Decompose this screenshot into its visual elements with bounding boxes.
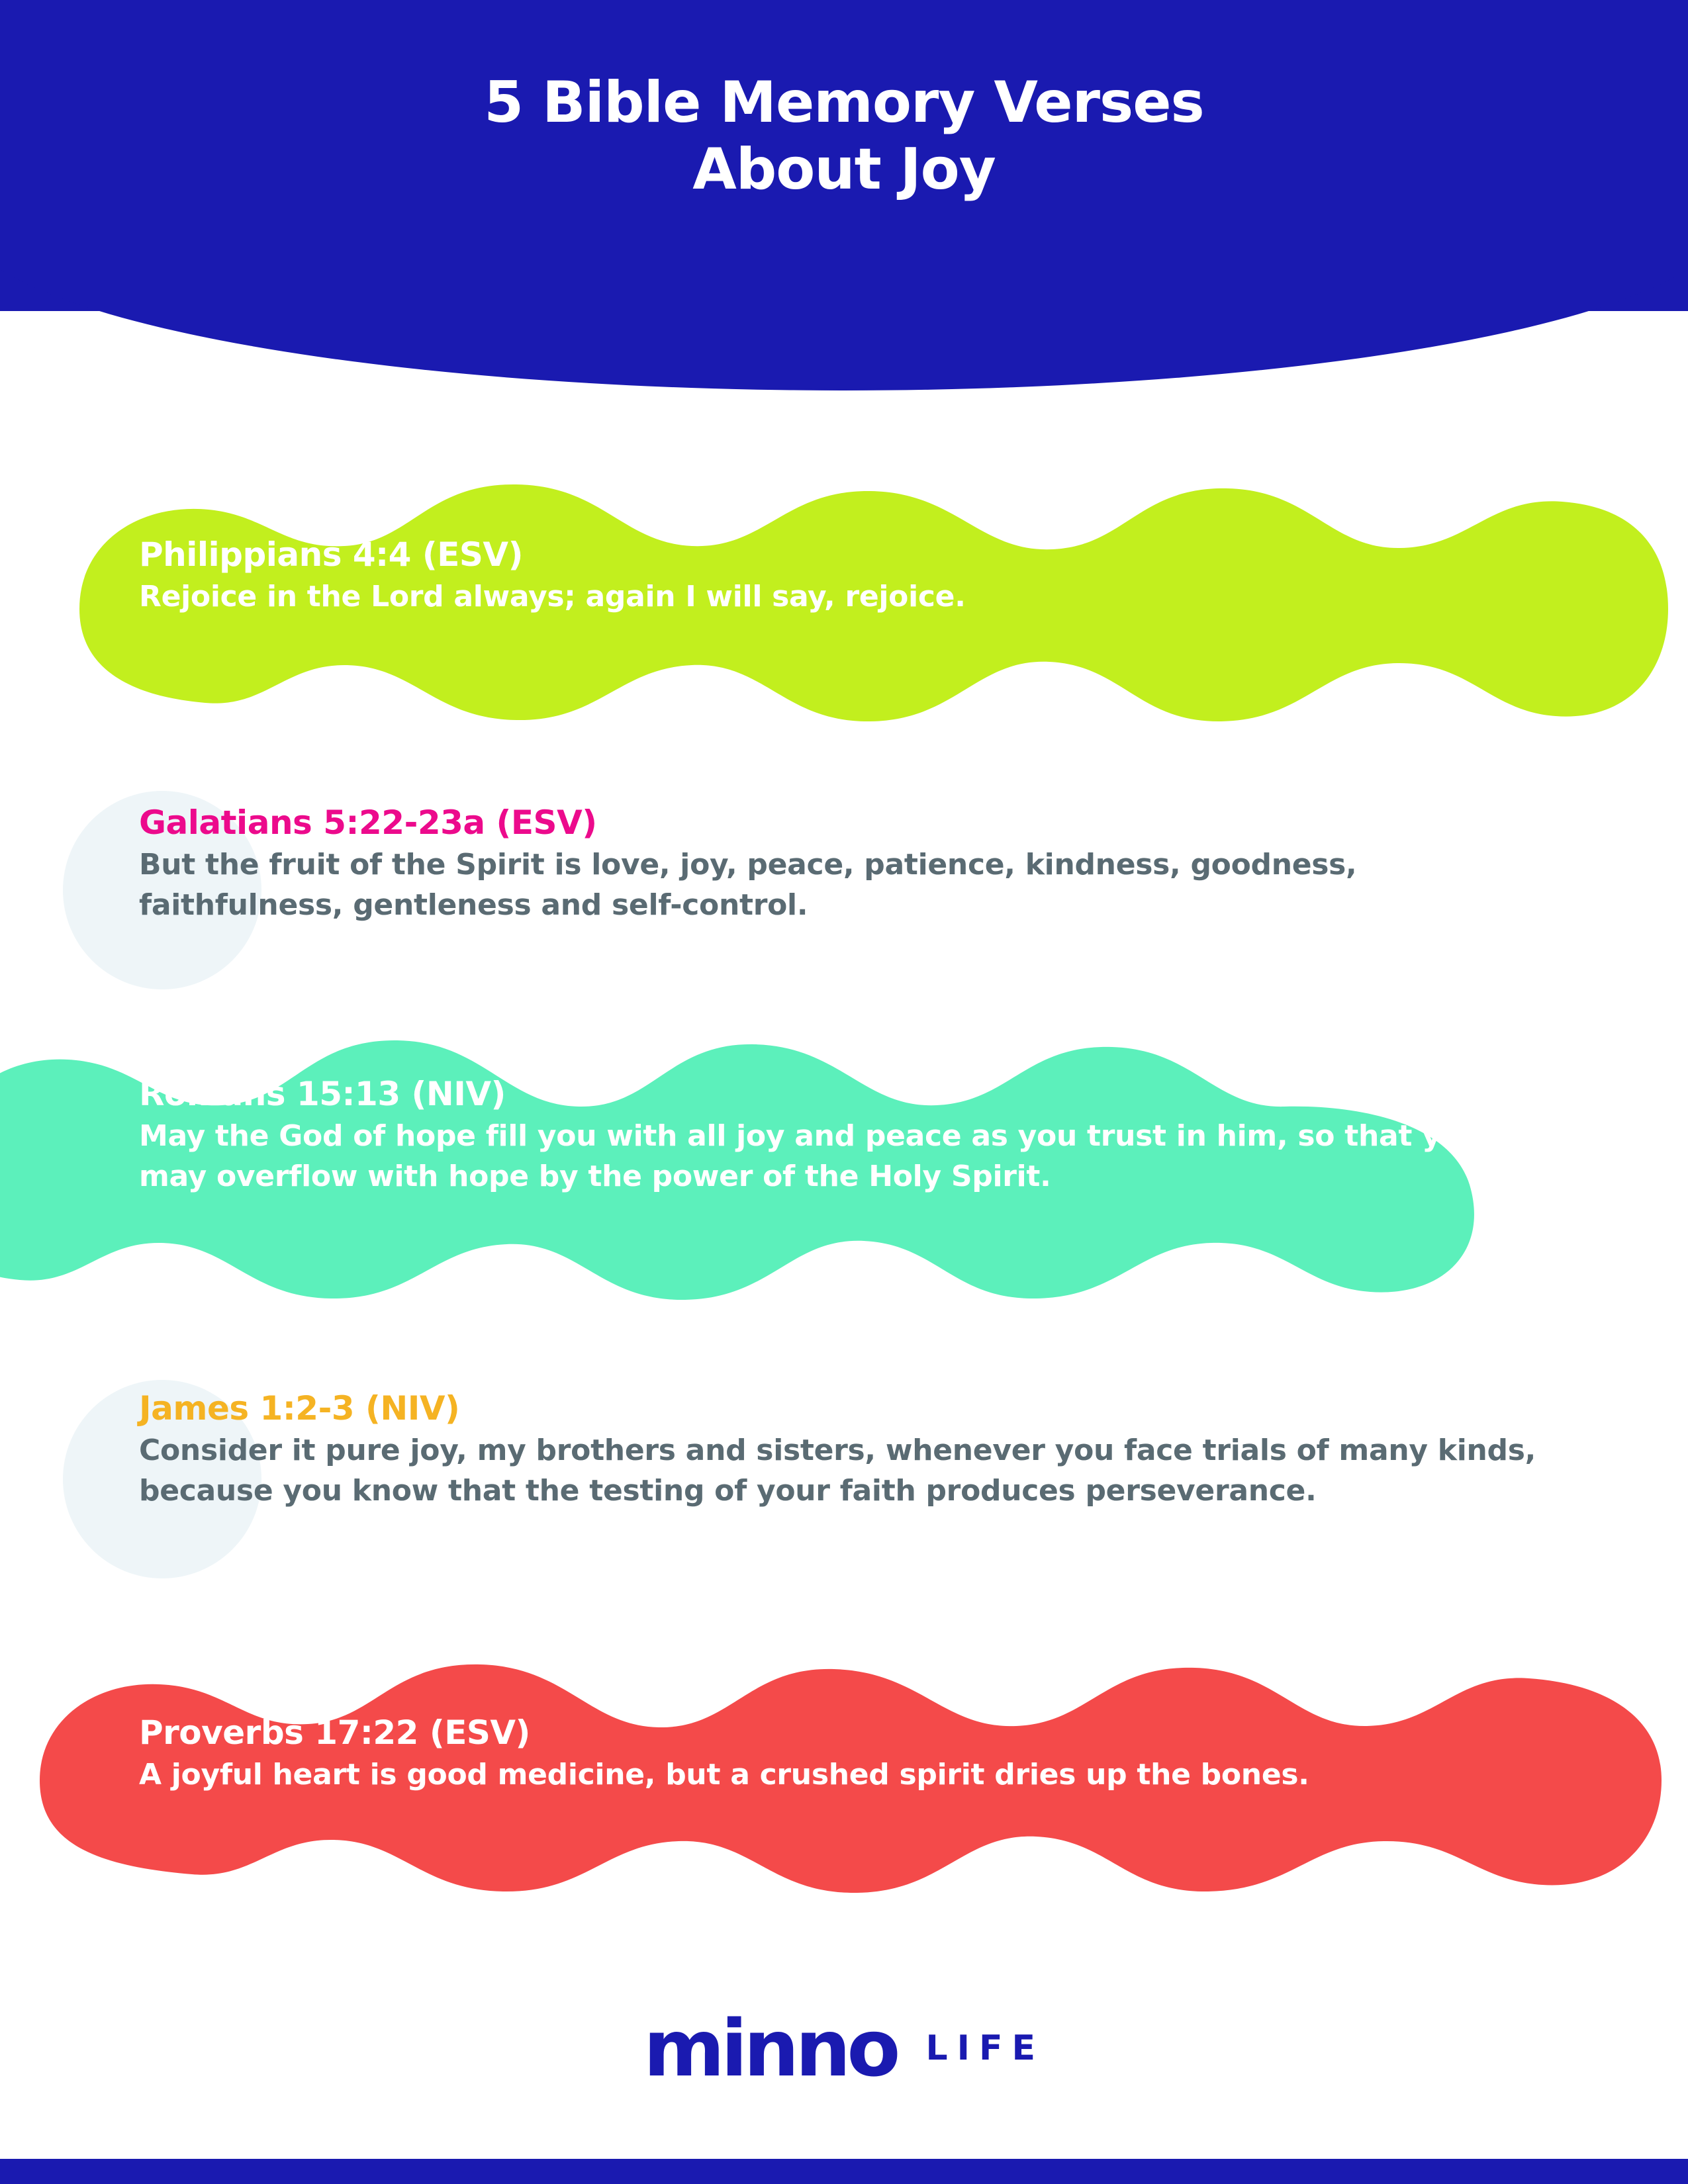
verse-item-5: [139, 1714, 1542, 1796]
verse-item-2: [139, 804, 1542, 925]
footer-bar: [0, 2159, 1688, 2184]
brand-name: minno: [643, 2003, 897, 2094]
verse-text-3: May the God of hope fill you with all joy and peace as you trust in him, so that you may overflow with hope by the power of the Holy Spirit.: [139, 1119, 1481, 1193]
page-title: [0, 69, 1688, 204]
verse-reference-2: Galatians 5:22-23a (ESV): [139, 803, 597, 842]
verse-text-2: But the fruit of the Spirit is love, joy, peace, patience, kindness, goodness, faithfulness, gentleness and self-control.: [139, 848, 1357, 922]
page-title-line-2: About Joy: [692, 136, 996, 203]
page-title-line-1: 5 Bible Memory Verses: [484, 69, 1204, 136]
verse-text-4: Consider it pure joy, my brothers and sisters, whenever you face trials of many kinds, because you know that the testing of your faith produces perseverance.: [139, 1433, 1536, 1508]
verse-item-3: [139, 1075, 1503, 1197]
footer-logo: [0, 1999, 1688, 2098]
verse-reference-3: Romans 15:13 (NIV): [139, 1075, 506, 1113]
header-curve-shape: [0, 218, 1688, 390]
brand-suffix: LIFE: [925, 2028, 1045, 2068]
verse-reference-1: Philippians 4:4 (ESV): [139, 535, 523, 574]
verse-text-5: A joyful heart is good medicine, but a crushed spirit dries up the bones.: [139, 1758, 1309, 1792]
verse-reference-4: James 1:2-3 (NIV): [139, 1389, 460, 1428]
verse-item-4: [139, 1390, 1542, 1511]
verse-item-1: [139, 536, 1542, 617]
verse-text-1: Rejoice in the Lord always; again I will say, rejoice.: [139, 580, 966, 614]
verse-reference-5: Proverbs 17:22 (ESV): [139, 1713, 530, 1752]
